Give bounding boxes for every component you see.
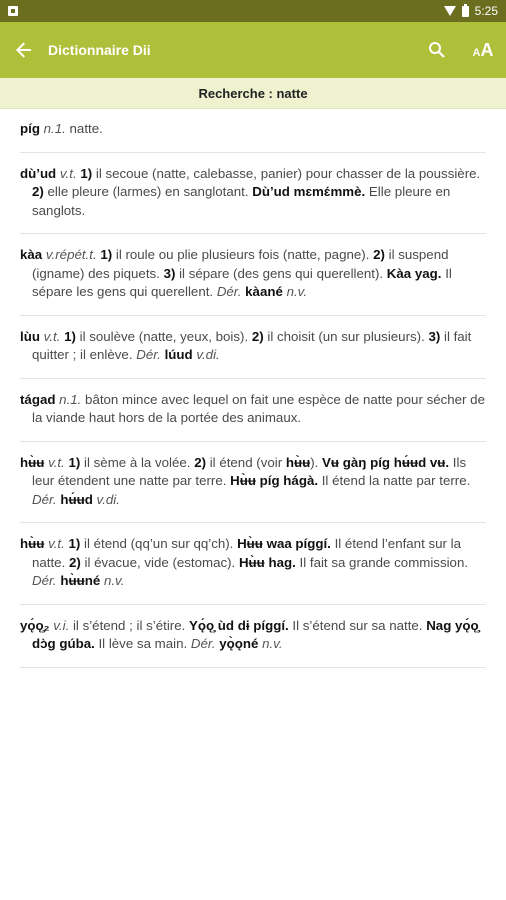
list-item[interactable] <box>20 442 486 524</box>
app-bar <box>0 22 506 78</box>
list-item[interactable] <box>20 316 486 379</box>
back-button[interactable] <box>0 22 48 78</box>
derivation-label: Dér. <box>216 284 242 299</box>
entry-headword: yǫ́ǫ̧₂ <box>20 617 50 633</box>
wifi-icon <box>444 6 456 16</box>
entry-example: Dù’ud mɛmɛ́mmè. <box>252 184 366 199</box>
font-size-button[interactable] <box>460 22 506 78</box>
search-button[interactable] <box>414 22 460 78</box>
sense-number: 2) <box>194 454 207 470</box>
entry-text: il sème à la volée. <box>80 454 195 470</box>
entry-list <box>0 108 506 668</box>
entry-text: il roule ou plie plusieurs fois (natte, pagne). <box>112 247 374 262</box>
entry-text: il s’étend ; il s’étire. <box>69 617 189 633</box>
derivation-label: Dér. <box>190 636 216 651</box>
entry-text: Il étend l’enfant sur la natte. <box>32 536 461 570</box>
entry-text: Il étend la natte par terre. <box>318 473 471 488</box>
derivation-pos: n.v. <box>286 284 308 299</box>
entry-example: hʉ̀ʉ <box>285 454 311 470</box>
list-item[interactable] <box>20 523 486 605</box>
list-item[interactable] <box>20 153 486 235</box>
derivation-pos: n.v. <box>103 573 125 588</box>
entry-example: Vʉ gàŋ píg hʉ́ʉd vʉ. <box>322 454 450 470</box>
entry-example: Hʉ̀ʉ waa píggí. <box>237 536 331 551</box>
app-title: Dictionnaire Dii <box>48 42 151 58</box>
list-item[interactable] <box>20 234 486 316</box>
search-icon <box>428 41 446 59</box>
entry-text: natte. <box>65 121 103 136</box>
entry-example: Kàa yag. <box>386 265 442 281</box>
sense-number: 1) <box>100 247 113 262</box>
entry-text: il secoue (natte, calebasse, panier) pour chasser de la poussière. <box>92 165 481 181</box>
status-time: 5:25 <box>474 4 498 18</box>
entry-text: il suspend (igname) des piquets. <box>32 247 449 281</box>
sense-number: 1) <box>68 536 81 551</box>
sense-number: 1) <box>64 328 76 344</box>
derivation-word: hʉ̀ʉné <box>60 573 101 588</box>
entry-headword: hʉ̀ʉ <box>20 454 45 470</box>
entry-pos: v.t. <box>59 165 77 181</box>
entry-headword: píg <box>20 121 40 136</box>
battery-icon <box>462 6 469 17</box>
derivation-word: yǫ̀ǫné <box>219 636 259 651</box>
entry-pos: v.t. <box>48 536 65 551</box>
derivation-pos: v.di. <box>96 491 120 507</box>
entry-text: bâton mince avec lequel on fait une espèce de natte pour sécher de la viande haut hors de la portée des animaux. <box>32 391 485 425</box>
status-right <box>444 4 498 18</box>
derivation-pos: n.v. <box>262 636 283 651</box>
entry-pos: v.t. <box>48 454 65 470</box>
list-item[interactable] <box>20 379 486 442</box>
entry-text: Il lève sa main. <box>94 636 191 651</box>
entry-text: elle pleure (larmes) en sanglotant. <box>43 184 253 199</box>
entry-example: Hʉ̀ʉ hag. <box>238 554 296 570</box>
entry-pos: v.i. <box>53 617 70 633</box>
sense-number: 2) <box>373 247 385 262</box>
entry-headword: kàa <box>20 247 43 262</box>
status-bar <box>0 0 506 22</box>
derivation-word: kàané <box>245 284 283 299</box>
entry-text: il choisit (un sur plusieurs). <box>263 328 429 344</box>
entry-text: Il s’étend sur sa natte. <box>288 617 427 633</box>
derivation-word: hʉ́ʉd <box>60 491 93 507</box>
entry-example: Hʉ̀ʉ píg hágà. <box>230 473 319 488</box>
entry-text: ). <box>310 454 323 470</box>
font-size-icon-small: A <box>472 47 481 59</box>
entry-text: il étend (voir <box>206 454 286 470</box>
sense-number: 2) <box>251 328 264 344</box>
list-item[interactable] <box>20 605 486 668</box>
entry-example: Yǫ́ǫ̧ ùd dɨ píggí. <box>189 617 289 633</box>
font-size-icon-large: A <box>480 40 494 60</box>
entry-text: il évacue, vide (estomac). <box>80 554 239 570</box>
sense-number: 1) <box>80 165 93 181</box>
sense-number: 1) <box>68 454 81 470</box>
entry-example: Nag yǫ́ǫ̧ dɔ̀g gúba. <box>32 617 479 651</box>
entry-text: il fait quitter ; il enlève. <box>32 328 472 362</box>
entry-text: il soulève (natte, yeux, bois). <box>75 328 252 344</box>
sense-number: 3) <box>428 328 441 344</box>
entry-text: Ils leur étendent une natte par terre. <box>32 454 467 488</box>
derivation-label: Dér. <box>136 347 161 362</box>
entry-headword: dù’ud <box>20 165 57 181</box>
sense-number: 2) <box>68 554 81 570</box>
entry-pos: v.répét.t. <box>45 247 97 262</box>
entry-headword: tágad <box>20 391 56 407</box>
derivation-word: lúud <box>164 347 193 362</box>
derivation-label: Dér. <box>32 573 57 588</box>
entry-text: il étend (qq’un sur qq’ch). <box>80 536 238 551</box>
entry-text: Il fait sa grande commission. <box>295 554 469 570</box>
entry-pos: n.1. <box>43 121 66 136</box>
entry-pos: v.t. <box>43 328 61 344</box>
arrow-back-icon <box>16 42 32 58</box>
search-results-header: Recherche : natte <box>0 78 506 109</box>
derivation-label: Dér. <box>32 491 57 507</box>
entry-headword: hʉ̀ʉ <box>20 536 45 551</box>
sense-number: 2) <box>32 184 44 199</box>
notification-icon <box>8 6 18 16</box>
entry-text: Il sépare les gens qui querellent. <box>32 265 452 299</box>
entry-text: Elle pleure en sanglots. <box>32 184 451 218</box>
entry-text: il sépare (des gens qui querellent). <box>175 265 387 281</box>
entry-headword: lùu <box>20 328 40 344</box>
sense-number: 3) <box>163 265 176 281</box>
entry-pos: n.1. <box>59 391 82 407</box>
list-item[interactable] <box>20 108 486 153</box>
font-size-icon <box>473 41 494 59</box>
derivation-pos: v.di. <box>196 347 220 362</box>
